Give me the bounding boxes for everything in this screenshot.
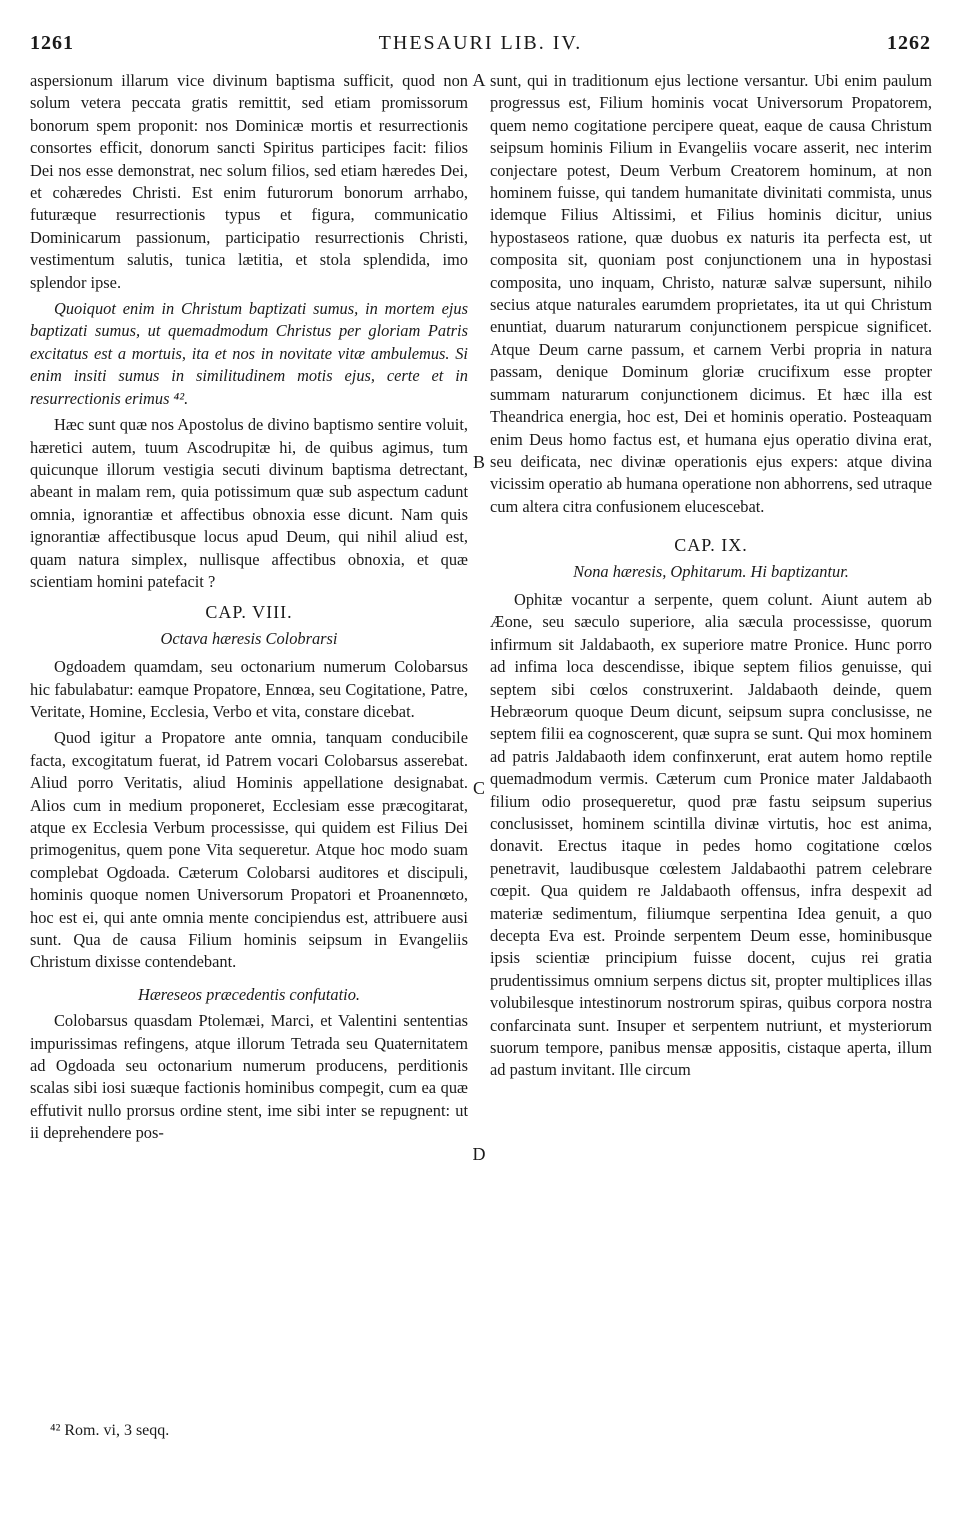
paragraph: Ophitæ vocantur a serpente, quem colunt. Aiunt autem ab Æone, seu sæculo superiore, alia sæcula processisse, quorum infirmum sit Jaldabaoth, ex superiore matre Pronice. Hunc porro ad infima loca descendisse, ibique septem filios genuisse, qui septem sibi cœlos construxerint. Jaldabaoth deinde, quem Hebræorum quoque Deum dicunt, seipsum supra conclusisse, ne septem filii ea cognoscerent, quæ supra se sunt. Qui mox hominem ad patris Jaldabaoth idem confinxerunt, erat autem homo reptile quemadmodum vermis. Cæterum cum Pronice mater Jaldabaoth filium odio prosequeretur, quod præ fastu seipsum superius conclusisset, hominem scintilla divinæ virtutis, hoc est anima, donavit. Erectus itaque in pedes homo cogitatione cœlos penetravit, laudibusque cœlestem Jaldabaothi patrem celebrare cœpit. Qua quidem re Jaldabaoth offensus, infra despexit ad materiæ sedimentum, filiumque serpentina Idea genuit, a quo decepta Eva est. Proinde serpentem Deum esse, hominibusque ipsis scientiæ principium fuisse docent, cujus rei gratia prudentissimus omnium serpens dictus sit, propter multiplices illas volubilesque intestinorum nostrorum spiras, quibus corpora nostra confarcinata sunt. Insuper et serpentem nutriunt, et mysteriorum suorum tempore, panibus mensæ appositis, cistaque aperta, illum ad pastum invitant. Ille circum [490,589,932,1080]
running-title: THESAURI LIB. IV. [378,32,583,54]
left-column [30,70,468,1149]
section-heading: Hæreseos præcedentis confutatio. [137,984,360,1004]
chapter-heading: CAP. VIII. [205,602,293,623]
footnote: ⁴² Rom. vi, 3 seqq. [50,1422,170,1439]
chapter-subtitle: Octava hæresis Colobrarsi [160,628,338,648]
running-header [30,32,931,62]
right-column [490,70,932,1086]
paragraph: sunt, qui in traditionum ejus lectione versantur. Ubi enim paulum progressus est, Filium hominis vocat Universorum Propatorem, quem nemo cogitatione percipere queat, eaque de causa Christum seipsum hominis Filium in Evangeliis vocare asserit, nec interim conjectare potest, Deum Verbum Creatorem hominum, at non hominem fuisse, qui tandem humanitate divinitati commista, unus idemque Filius Altissimi, et Filius hominis dicitur, unius hypostaseos ratione, quæ duobus ex naturis ita perfecta est, ut composita sit, quoniam post conjunctionem una in hypostasi composita, uno inquam, Christo, naturæ salvæ supersunt, nihilo secius atque naturales earumdem proprietates, ita ut qui Christum enuntiat, duarum naturarum conjunctionem perspicue significet. Atque Deum carne passum, et carnem Verbi propria in natura passam, denique Dominum gloriæ crucifixum esse propter summam naturarum conjunctionem dicimus. Et hæc illa est Theandrica energia, hoc est, Dei et hominis operatio. Posteaquam enim Deus homo factus est, et humana ejus operatio divina erat, seu deificata, nec divinæ operationis ejus expers: atque divina vicissim operatio ab humana operatione non abhorrens, sed utraque cum altera citra confusionem elucescebat. [490,71,932,516]
margin-marker-d: D [472,1144,486,1164]
paragraph: aspersionum illarum vice divinum baptisma sufficit, quod non solum vetera peccata gratis remittit, sed etiam promissorum bonorum spem proponit: nos Dominicæ mortis et resurrectionis consortes efficit, donorum sancti Spiritus participes facit: filios Dei nos esse demonstrat, nec solum filios, sed etiam hæredes Dei, et cohæredes Christi. Est enim futurorum bonorum arrhabo, futuræque resurrectionis typus et figura, communicatio Dominicarum passionum, participatio resurrectionis Christi, vestimentum salutis, tunica lætitia, et stola splendida, imo splendor ipse. [30,71,468,292]
page-number-right: 1262 [887,32,931,54]
scripture-quotation: Quoiquot enim in Christum baptizati sumus, in mortem ejus baptizati sumus, ut quemadmodum Christus per gloriam Patris excitatus est a mortuis, ita et nos in novitate vitæ ambulemus. Si enim insiti sumus in similitudinem motis ejus, certe et in resurrectionis erimus ⁴². [30,299,468,408]
margin-marker-a: A [472,70,486,90]
paragraph: Ogdoadem quamdam, seu octonarium numerum Colobarsus hic fabulabatur: eamque Propatore, Ennœa, seu Cogitatione, Patre, Veritate, Homine, Ecclesia, Verbo et vita, constare dicebat. [30,657,468,721]
paragraph: Hæc sunt quæ nos Apostolus de divino baptismo sentire voluit, hæretici autem, tuum Ascodrupitæ hi, de quibus agimus, tum quicunque illorum vestigia secuti divinum baptisma detrectant, abeant in malam rem, quia potissimum quæ sub aspectum cadunt omnia, ignorantiæ et affectibus obnoxia esse dicunt. Nam quis ignorantiæ affectibusque locus apud Deum, qui nihil aliud est, quam natura simplex, nullisque affectibus obnoxia, et quæ scientiam homini patefacit ? [30,415,468,591]
margin-marker-b: B [472,452,485,472]
paragraph: Quod igitur a Propatore ante omnia, tanquam conducibile facta, excogitatum fuerat, id Patrem vocari Colobarsus asserebat. Aliud porro Veritatis, aliud Hominis appellatione designabat. Alios cum in medium proponeret, Ecclesiam esse præcogitarat, atque ex Ecclesia Verbum processisse, qui quidem est Filius Dei primogenitus, quem pone Vita sequeretur. Atque hoc modo suam complebat Ogdoada. Cæterum Colobarsi auditores et discipuli, hominis quoque nomen Universorum Propatori et Proanennœto, hoc est ei, qui ante omnia mente concipiendus est, attribuere ausi sunt. Qua de causa Filium hominis seipsum in Evangeliis Christum dixisse contendebant. [30,728,468,972]
paragraph: Colobarsus quasdam Ptolemæi, Marci, et Valentini sententias impurissimas refingens, atque illorum Tetrada seu Quaternitatem ad Ogdoada seu octonarium numerum producens, perditionis scalas sibi iosi suæque factionis hominibus compegit, cum ea quæ effutivit nullo prorsus ordine stent, ime sibi inter se repugnent: ut ii deprehendere pos- [30,1011,468,1143]
chapter-heading: CAP. IX. [674,535,748,556]
margin-marker-c: C [472,778,485,798]
page-number-left: 1261 [30,32,74,54]
chapter-subtitle: Nona hæresis, Ophitarum. Hi baptizantur. [573,561,849,581]
